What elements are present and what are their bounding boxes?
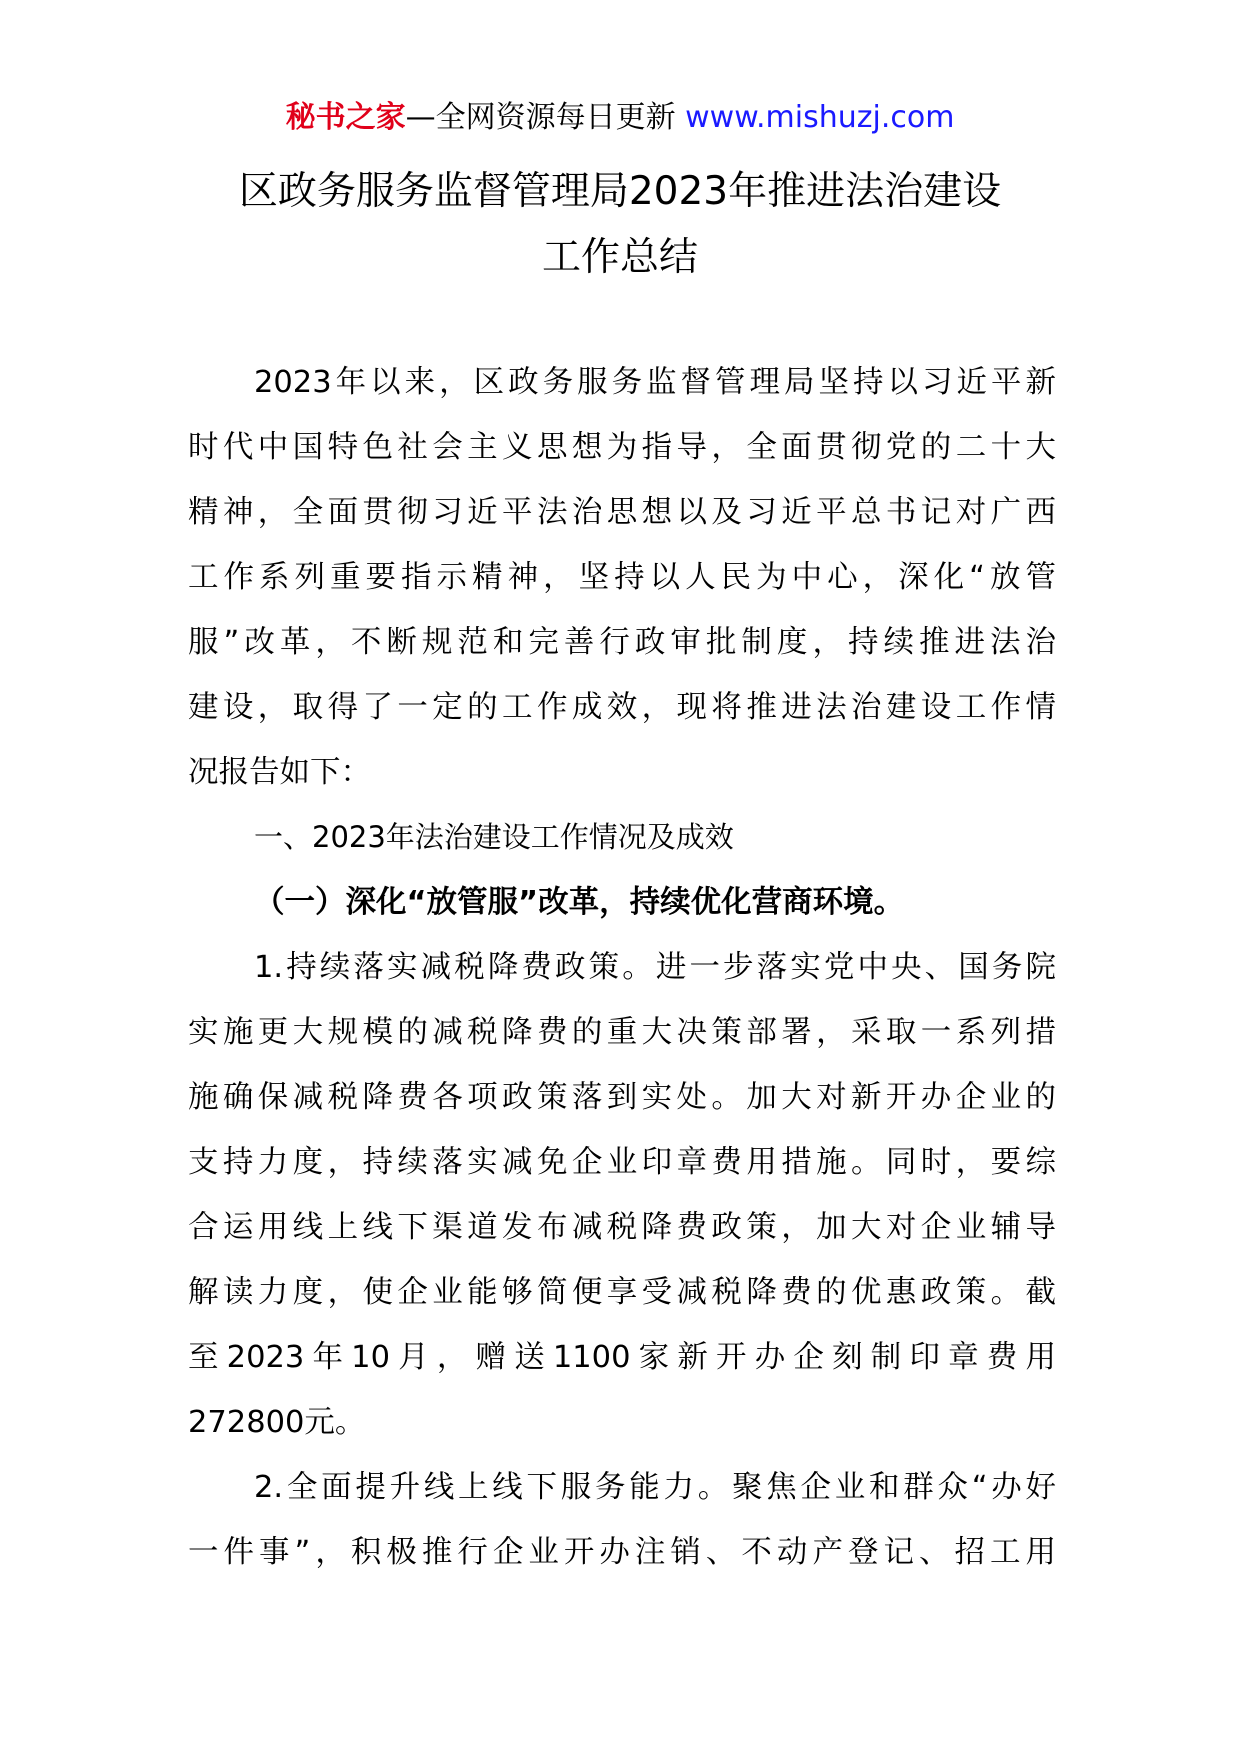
section-heading: 一、2023年法治建设工作情况及成效 — [254, 820, 734, 854]
document-title-line-2: 工作总结 — [541, 235, 698, 280]
text-line: 实施更大规模的减税降费的重大决策部署，采取一系列措 — [188, 1015, 1056, 1050]
paragraph-service-capacity — [188, 1455, 1056, 1585]
text-line: 支持力度，持续落实减免企业印章费用措施。同时，要综 — [188, 1145, 1056, 1180]
document-title-line-1: 区政务服务监督管理局2023年推进法治建设 — [238, 169, 1002, 214]
text-line: 工作系列重要指示精神，坚持以人民为中心，深化“放管 — [188, 560, 1056, 595]
text-line: 2023年以来，区政务服务监督管理局坚持以习近平新 — [254, 365, 1056, 400]
text-line: 况报告如下： — [188, 755, 371, 790]
text-line: 服”改革，不断规范和完善行政审批制度，持续推进法治 — [188, 625, 1056, 660]
text-line: 1.持续落实减税降费政策。进一步落实党中央、国务院 — [254, 950, 1056, 985]
site-url-link[interactable]: www.mishuzj.com — [685, 100, 955, 135]
paragraph-tax-reduction — [188, 935, 1056, 1455]
text-line: 时代中国特色社会主义思想为指导，全面贯彻党的二十大 — [188, 430, 1056, 465]
subsection-heading: （一）深化“放管服”改革，持续优化营商环境。 — [254, 885, 905, 920]
document-body — [188, 350, 1056, 1585]
text-line: 施确保减税降费各项政策落到实处。加大对新开办企业的 — [188, 1080, 1056, 1115]
brand-name: 秘书之家 — [285, 100, 406, 135]
text-line: 解读力度，使企业能够简便享受减税降费的优惠政策。截 — [188, 1275, 1056, 1310]
site-banner — [0, 96, 1240, 140]
text-line: 精神，全面贯彻习近平法治思想以及习近平总书记对广西 — [188, 495, 1056, 530]
text-line: 2.全面提升线上线下服务能力。聚焦企业和群众“办好 — [254, 1470, 1056, 1505]
text-line: 至2023年10月，赠送1100家新开办企刻制印章费用 — [188, 1340, 1056, 1375]
paragraph-intro — [188, 350, 1056, 805]
text-line: 建设，取得了一定的工作成效，现将推进法治建设工作情 — [188, 690, 1056, 725]
text-line: 合运用线上线下渠道发布减税降费政策，加大对企业辅导 — [188, 1210, 1056, 1245]
banner-tagline: —全网资源每日更新 — [405, 100, 686, 135]
text-line: 272800元。 — [188, 1405, 366, 1440]
text-line: 一件事”，积极推行企业开办注销、不动产登记、招工用 — [188, 1535, 1056, 1570]
